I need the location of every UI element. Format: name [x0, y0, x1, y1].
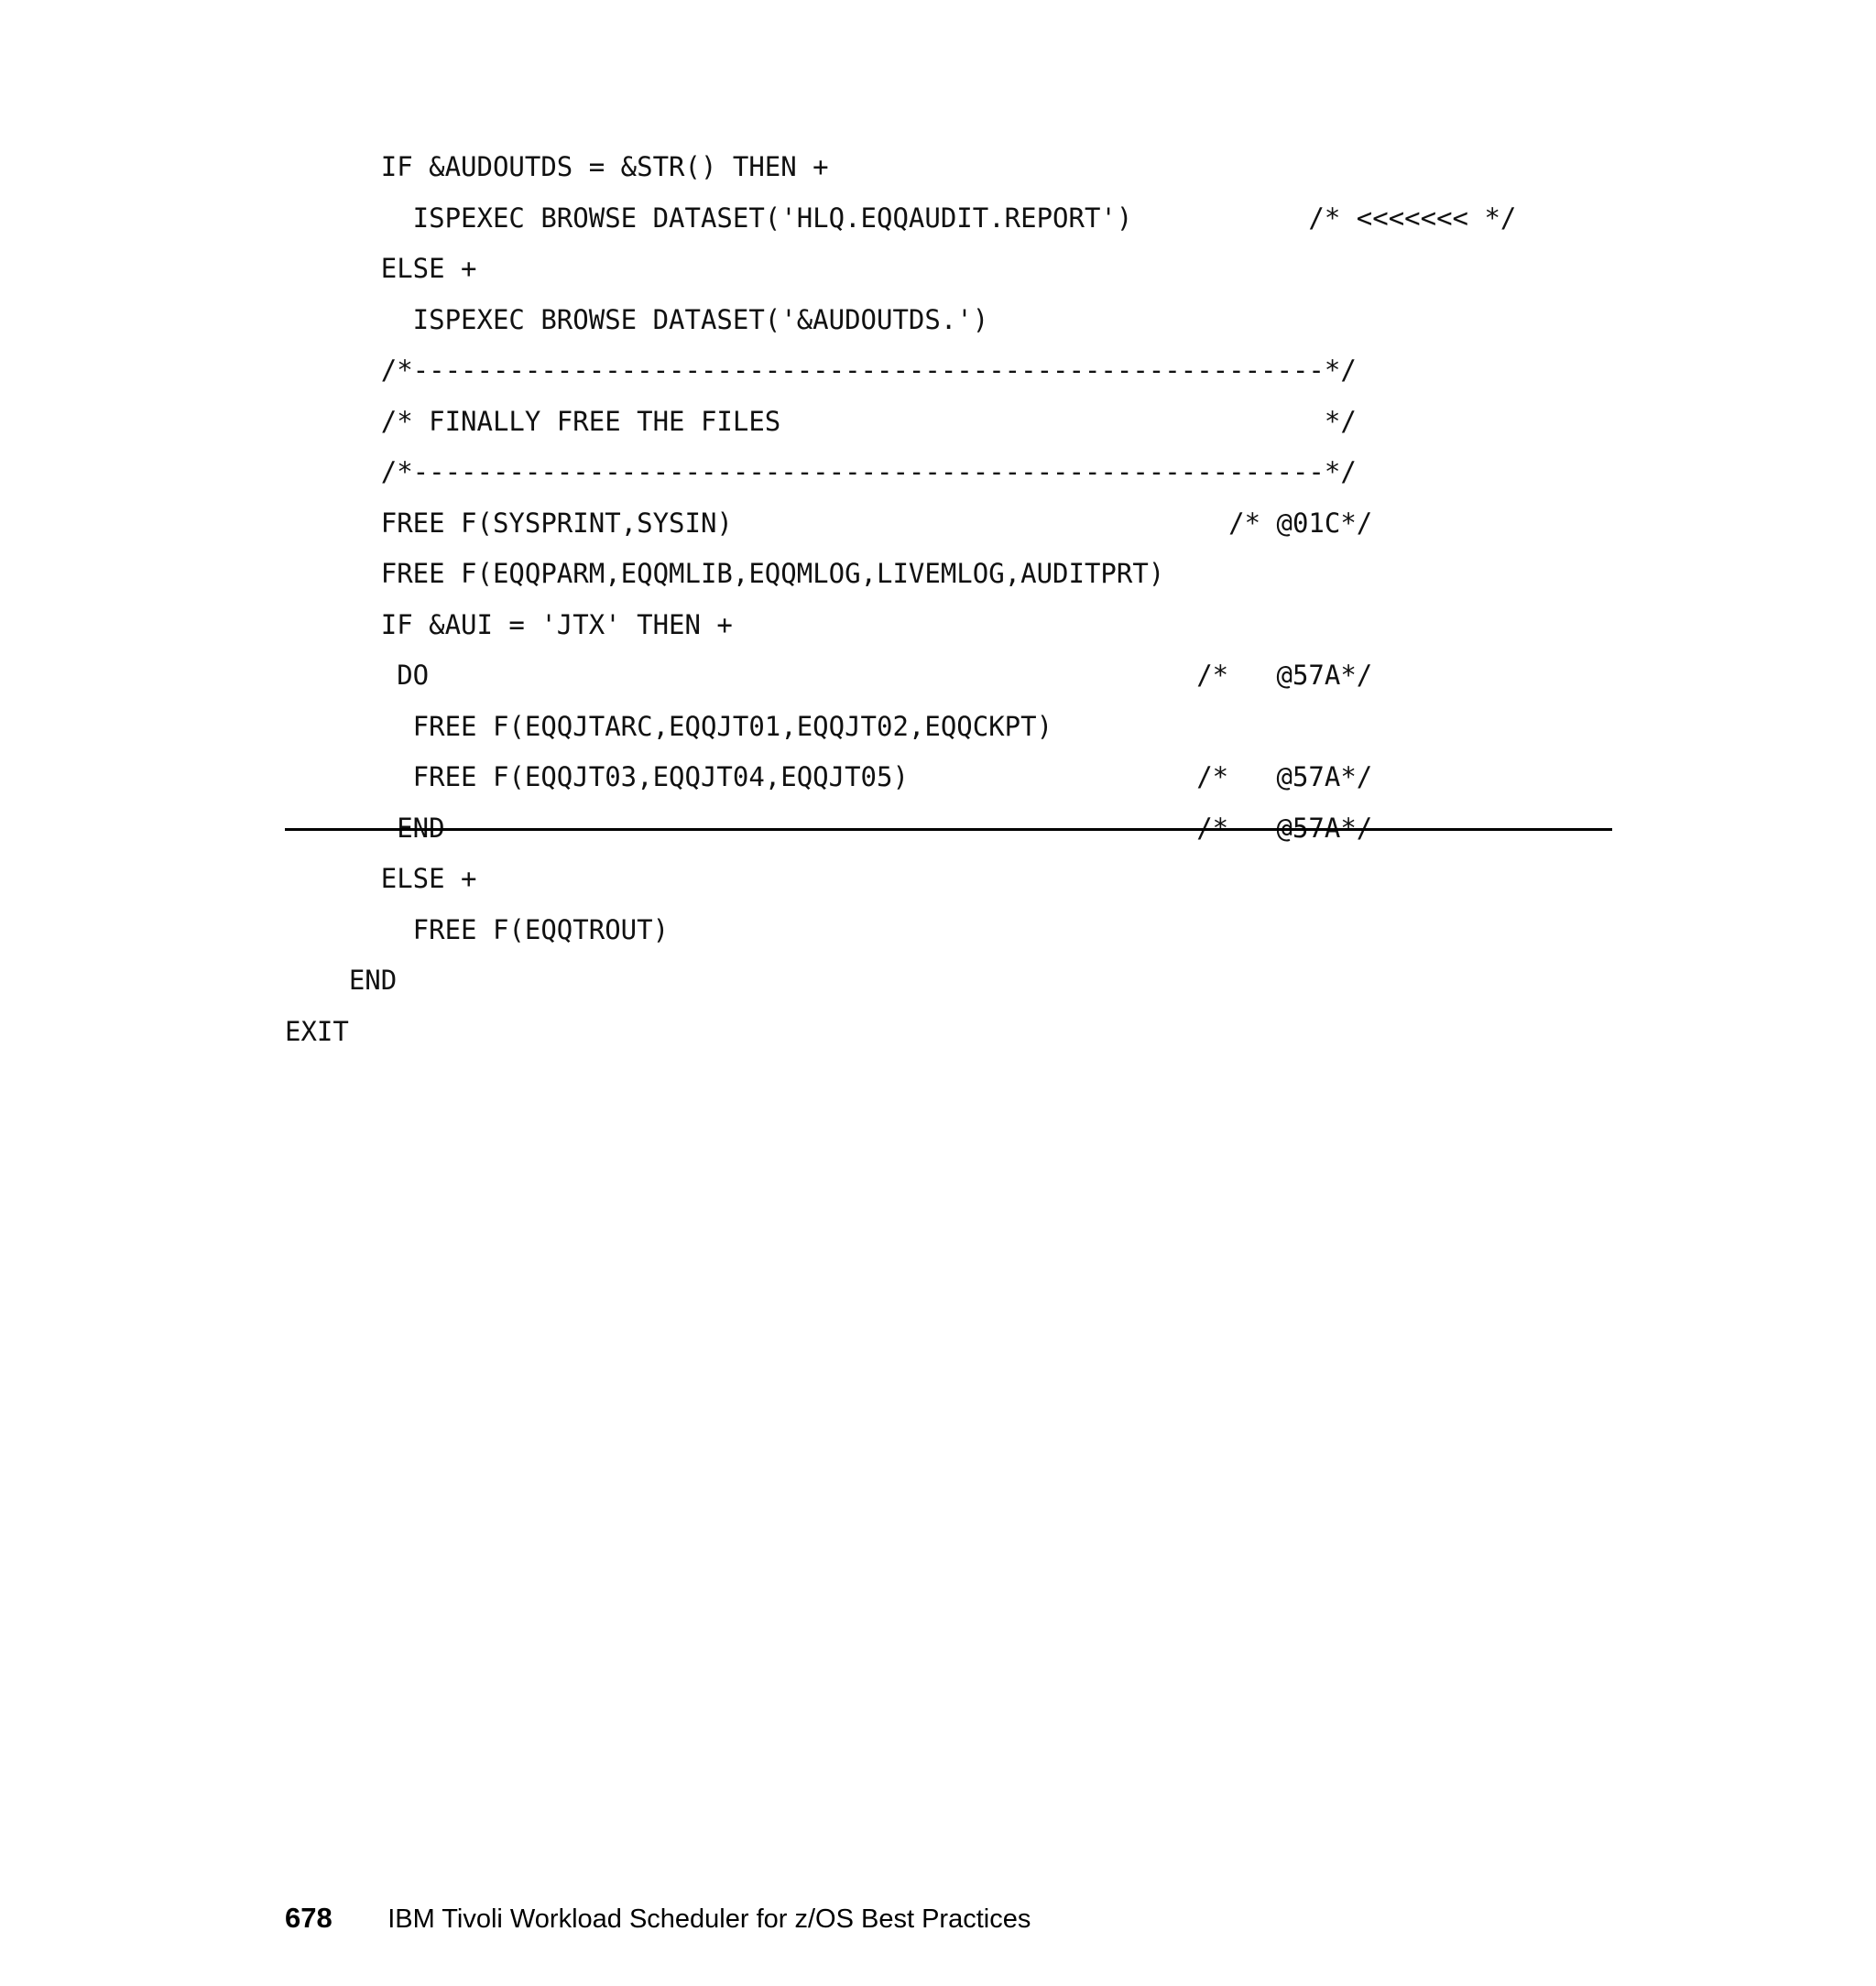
code-line: /* FINALLY FREE THE FILES */	[285, 405, 1357, 437]
code-line: FREE F(SYSPRINT,SYSIN) /* @01C*/	[285, 507, 1373, 539]
code-line: ISPEXEC BROWSE DATASET('&AUDOUTDS.')	[285, 303, 989, 335]
code-line: IF &AUDOUTDS = &STR() THEN +	[285, 151, 829, 182]
page-number: 678	[285, 1902, 333, 1934]
code-line: ELSE +	[285, 253, 477, 284]
book-title: IBM Tivoli Workload Scheduler for z/OS Best Practices	[387, 1904, 1031, 1934]
code-line: FREE F(EQQPARM,EQQMLIB,EQQMLOG,LIVEMLOG,AUDITPRT)	[285, 558, 1165, 589]
code-line: FREE F(EQQJT03,EQQJT04,EQQJT05) /* @57A*/	[285, 761, 1373, 792]
code-line: /*---------------------------------------------------------*/	[285, 355, 1357, 386]
code-line: END /* @57A*/	[285, 812, 1373, 844]
code-line: ISPEXEC BROWSE DATASET('HLQ.EQQAUDIT.REPORT') /* <<<<<<< */	[285, 202, 1517, 234]
code-block-end-rule	[285, 828, 1612, 831]
code-line: EXIT	[285, 1015, 349, 1047]
code-line: /*---------------------------------------------------------*/	[285, 456, 1357, 487]
code-line: FREE F(EQQJTARC,EQQJT01,EQQJT02,EQQCKPT)	[285, 710, 1053, 742]
code-listing	[285, 148, 1613, 1064]
code-line: DO /* @57A*/	[285, 660, 1373, 691]
code-line: IF &AUI = 'JTX' THEN +	[285, 608, 733, 640]
code-line: END	[285, 965, 398, 996]
code-line: FREE F(EQQTROUT)	[285, 913, 670, 945]
code-line: ELSE +	[285, 863, 477, 894]
page-footer	[285, 1898, 1031, 1938]
